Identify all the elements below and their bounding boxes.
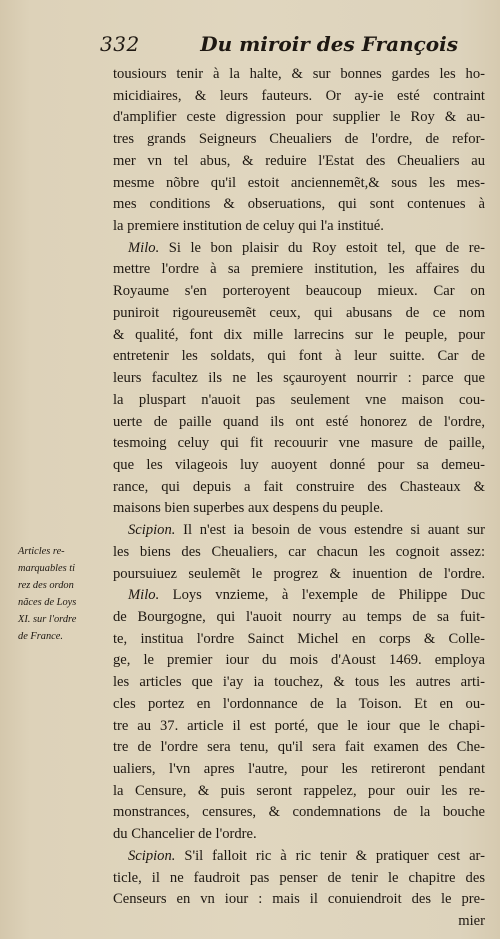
margin-note-line: nãces de Loys xyxy=(18,597,77,608)
line-text: les biens des Cheualiers, car chacun les cognoit assez: xyxy=(113,543,485,560)
line-text: la Censure, & puis seront rappelez, pour ouir les re- xyxy=(113,782,485,799)
line-text: mier xyxy=(458,913,485,930)
speaker-name: Scipion. xyxy=(128,522,176,539)
line-text: les articles que i'ay ia touchez, & tous les autres arti- xyxy=(113,674,485,691)
line-text: puniroit rigoureusemẽt ceux, qui abusans de ce nom xyxy=(113,304,485,321)
line-text: Royaume s'en porteroyent beaucoup mieux. Car on xyxy=(113,283,485,300)
line-text: du Chancelier de l'ordre. xyxy=(113,826,257,843)
line-text: mer vn tel abus, & reduire l'Estat des Cheualiers au xyxy=(113,152,485,169)
text-line xyxy=(113,824,485,846)
line-text: de Bourgogne, qui l'auoit nourry au temps de sa fuit- xyxy=(113,608,485,625)
line-text: que les vilageois luy auoyent donné pour sa demeu- xyxy=(113,456,485,473)
text-line xyxy=(113,151,485,173)
text-line xyxy=(113,194,485,216)
text-line xyxy=(113,64,485,86)
line-text: ualiers, l'vn apres l'autre, pour les retireront pendant xyxy=(113,761,485,777)
line-text: ge, le premier iour du mois d'Aoust 1469. employa xyxy=(113,652,485,669)
text-line xyxy=(113,325,485,347)
text-line xyxy=(113,455,485,477)
line-text: uerte de paille quand ils ont esté honorez de l'ordre, xyxy=(113,413,485,430)
line-text: Si le bon plaisir du Roy estoit tel, que de re- xyxy=(168,239,485,256)
text-line xyxy=(113,346,485,368)
text-line xyxy=(113,694,485,716)
text-line xyxy=(113,281,485,303)
line-text: mes conditions & obseruations, qui sont contenues à xyxy=(113,196,485,213)
text-line xyxy=(113,129,485,151)
margin-note-line: de France. xyxy=(18,631,64,642)
margin-note-line: Articles re- xyxy=(18,546,65,557)
line-text: Censeurs en vn iour : mais il conuiendroit des le pre- xyxy=(113,891,485,908)
margin-note-line: marquables ti xyxy=(18,563,76,574)
line-text: tre au 37. article il est porté, que le iour que le chapi- xyxy=(113,717,485,734)
line-text: monstrances, censures, & condemnations de la bouche xyxy=(113,804,485,821)
text-line xyxy=(113,238,485,260)
speaker-name: Scipion. xyxy=(128,847,176,864)
text-line xyxy=(113,86,485,108)
line-text: tousiours tenir à la halte, & sur bonnes gardes les ho- xyxy=(113,66,485,82)
text-line xyxy=(113,477,485,499)
text-line xyxy=(113,173,485,195)
line-text: cles portez en l'ordonnance de la Toison. Et en ou- xyxy=(113,695,485,712)
line-text: la premiere institution de celuy qui l'a institué. xyxy=(113,218,384,235)
text-line xyxy=(113,846,485,868)
speaker-name: Milo. xyxy=(128,239,160,256)
text-line xyxy=(113,889,485,911)
text-line xyxy=(113,216,485,238)
line-text: poursuiuez seulemẽt le progrez & inuention de l'ordre. xyxy=(113,565,485,582)
text-line xyxy=(113,564,485,586)
text-line xyxy=(113,107,485,129)
line-text: leurs facultez ils ne les sçauroyent nourrir : parce que xyxy=(113,370,485,387)
text-line xyxy=(113,433,485,455)
main-text-block xyxy=(113,64,485,933)
speaker-name: Milo. xyxy=(128,587,160,604)
line-text: maisons bien superbes aux despens du peuple. xyxy=(113,500,384,517)
line-text: la pluspart n'auoit pas seulement vne maison cou- xyxy=(113,391,485,408)
line-text: d'amplifier ceste digression pour supplier le Roy & au- xyxy=(113,109,485,126)
text-line xyxy=(113,911,485,933)
text-line xyxy=(113,672,485,694)
line-text: S'il falloit ric à ric tenir & pratiquer cest ar- xyxy=(184,847,485,864)
text-line xyxy=(113,607,485,629)
text-line xyxy=(113,520,485,542)
line-text: tre de l'ordre sera tenu, qu'il sera fait examen des Che- xyxy=(113,739,485,756)
margin-note-line: rez des ordon xyxy=(18,580,74,591)
line-text: mesme nõbre qu'il estoit anciennemẽt,& sous les mes- xyxy=(113,174,485,191)
line-text: te, institua l'ordre Sainct Michel en corps & Colle- xyxy=(113,630,485,647)
line-text: ticle, il ne faudroit pas penser de tenir le chapitre des xyxy=(113,869,485,886)
line-text: Il n'est ia besoin de vous estendre si auant sur xyxy=(183,522,485,539)
line-text: mettre l'ordre à sa premiere institution, les affaires du xyxy=(113,261,485,278)
page-header xyxy=(0,30,500,60)
text-line xyxy=(113,498,485,520)
text-line xyxy=(113,802,485,824)
text-line xyxy=(113,259,485,281)
text-line xyxy=(113,390,485,412)
text-line xyxy=(113,759,485,781)
text-line xyxy=(113,650,485,672)
text-line xyxy=(113,629,485,651)
text-line xyxy=(113,868,485,890)
text-line xyxy=(113,303,485,325)
text-line xyxy=(113,585,485,607)
margin-note xyxy=(18,543,110,645)
line-text: tres grands Seigneurs Cheualiers de l'ordre, de refor- xyxy=(113,131,485,148)
line-text: entretenir les soldats, qui font à leur suitte. Car de xyxy=(113,348,485,365)
line-text: tesmoing celuy qui fit recouurir vne masure de paille, xyxy=(113,435,485,452)
text-line xyxy=(113,781,485,803)
margin-note-line: XI. sur l'ordre xyxy=(18,614,77,625)
text-line xyxy=(113,542,485,564)
text-line xyxy=(113,368,485,390)
line-text: rance, qui depuis a fait construire des Chasteaux & xyxy=(113,478,485,495)
line-text: Loys vnzieme, à l'exemple de Philippe Duc xyxy=(172,587,485,604)
running-title: Du miroir des François xyxy=(200,32,458,56)
line-text: micidiaires, & leurs fauteurs. Or ay-ie esté contraint xyxy=(113,87,485,104)
text-line xyxy=(113,716,485,738)
text-line xyxy=(113,412,485,434)
line-text: & qualité, font dix mille larrecins sur le peuple, pour xyxy=(113,326,485,343)
page-number: 332 xyxy=(100,32,140,56)
text-line xyxy=(113,737,485,759)
